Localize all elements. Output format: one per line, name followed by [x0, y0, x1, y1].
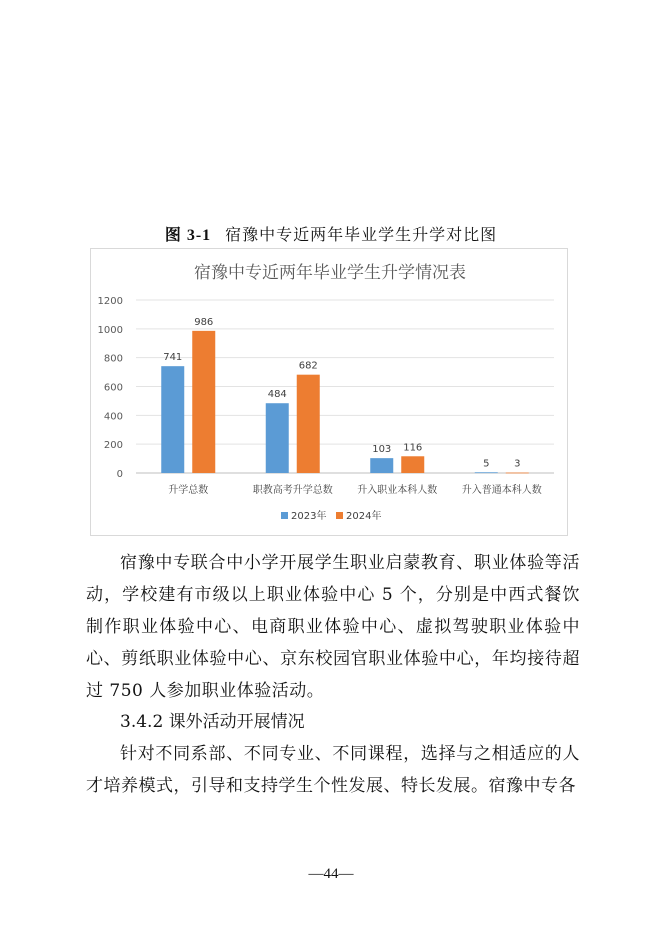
figure-caption-text: 宿豫中专近两年毕业学生升学对比图 — [225, 225, 498, 244]
chart-canvas — [91, 249, 569, 537]
chart-title: 宿豫中专近两年毕业学生升学情况表 — [194, 263, 466, 283]
y-tick-label: 400 — [103, 411, 123, 423]
x-tick-label: 升入职业本科人数 — [357, 485, 438, 496]
data-label: 986 — [194, 316, 214, 328]
bar-2024年-升入普通本科人数 — [506, 473, 529, 474]
legend-label: 2023年 — [291, 511, 327, 522]
data-label: 682 — [298, 360, 318, 372]
figure-number: 图 3-1 — [164, 227, 212, 244]
page-number: —44— — [308, 866, 354, 882]
legend-swatch-2024年 — [336, 512, 343, 519]
figure-caption — [0, 222, 662, 245]
bar-2023年-升学总数 — [161, 366, 184, 473]
y-tick-label: 1200 — [97, 296, 123, 307]
bar-2024年-职教高考升学总数 — [297, 375, 320, 473]
data-label: 116 — [403, 442, 423, 454]
paragraph-activities: 针对不同系部、不同专业、不同课程，选择与之相适应的人才培养模式，引导和支持学生个性发展、特长发展。宿豫中专各 — [86, 744, 580, 796]
legend-label: 2024年 — [346, 511, 382, 522]
y-tick-label: 800 — [103, 353, 123, 365]
data-label: 484 — [267, 389, 287, 401]
data-label: 5 — [483, 458, 490, 470]
bar-chart — [90, 248, 568, 536]
bar-2023年-升入职业本科人数 — [370, 458, 393, 473]
bar-2024年-升学总数 — [192, 331, 215, 473]
x-tick-label: 职教高考升学总数 — [252, 485, 333, 496]
x-tick-label: 升学总数 — [168, 485, 209, 496]
data-label: 103 — [372, 444, 392, 456]
data-label: 3 — [514, 458, 521, 470]
bar-2023年-升入普通本科人数 — [475, 472, 498, 473]
paragraph-career-experience: 宿豫中专联合中小学开展学生职业启蒙教育、职业体验等活动，学校建有市级以上职业体验中心 5 个，分别是中西式餐饮制作职业体验中心、电商职业体验中心、虚拟驾驶职业体验中心、剪纸职业体验中心、京东校园官职业体验中心，年均接待超过 750 人参加职业体验活动。 — [86, 553, 580, 701]
y-tick-label: 1000 — [97, 324, 123, 336]
bar-2024年-升入职业本科人数 — [401, 456, 424, 473]
section-heading: 3.4.2 课外活动开展情况 — [120, 712, 305, 732]
x-tick-label: 升入普通本科人数 — [461, 485, 542, 496]
data-label: 741 — [163, 352, 183, 364]
y-tick-label: 600 — [103, 382, 123, 394]
legend-swatch-2023年 — [281, 512, 288, 519]
y-tick-label: 200 — [103, 440, 123, 452]
y-tick-label: 0 — [116, 469, 123, 480]
bar-2023年-职教高考升学总数 — [266, 403, 289, 473]
